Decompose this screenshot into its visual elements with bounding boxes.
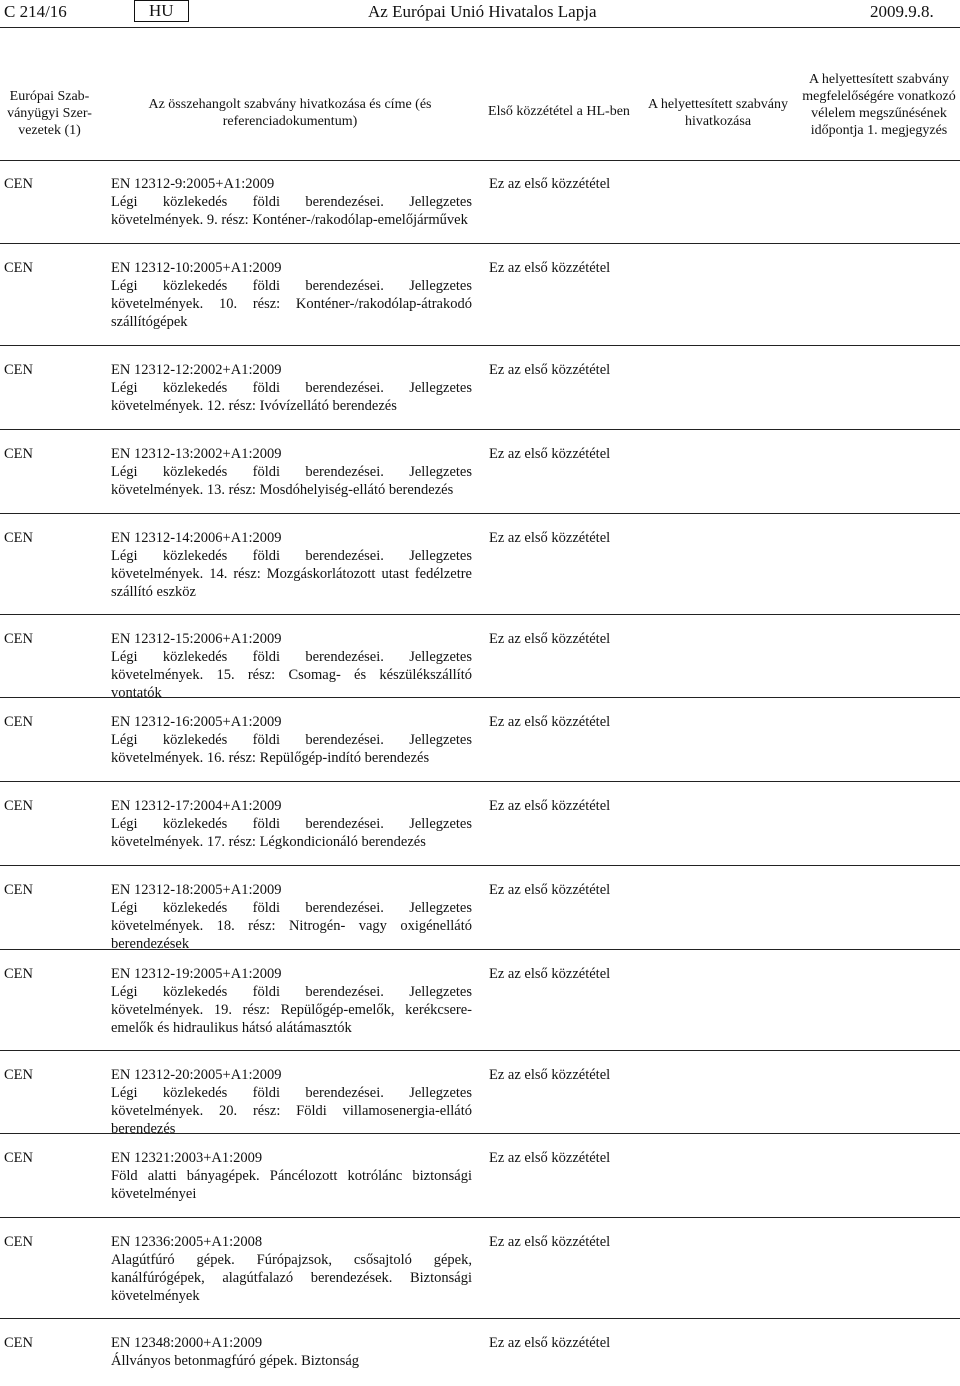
row-divider (0, 949, 960, 950)
reference-cell (111, 175, 472, 229)
reference-cell (111, 965, 472, 1037)
reference-cell (111, 1334, 472, 1370)
language-code: HU (134, 0, 189, 22)
first-publication-cell: Ez az első közzététel (489, 798, 611, 814)
standard-title: Légi közlekedés földi berendezései. Jellegzetes követelmények. 12. rész: Ivóvízellátó berendezés (111, 380, 472, 414)
org-cell: CEN (4, 1150, 33, 1166)
org-cell: CEN (4, 631, 33, 647)
reference-cell (111, 1066, 472, 1138)
col-head-superseded: A helyettesített szabvány hivatkozása (648, 97, 788, 129)
standard-code: EN 12312-9:2005+A1:2009 (111, 176, 275, 192)
reference-cell (111, 797, 472, 851)
first-publication-cell: Ez az első közzététel (489, 631, 611, 647)
standard-title: Légi közlekedés földi berendezései. Jellegzetes követelmények. 10. rész: Konténer-/rakodólap-átrakodó szállítógépek (111, 278, 472, 330)
table-header-rule (0, 160, 960, 161)
row-divider (0, 429, 960, 430)
col-head-first-pub: Első közzététel a HL-ben (488, 104, 630, 119)
org-cell: CEN (4, 1067, 33, 1083)
reference-cell (111, 529, 472, 601)
first-publication-cell: Ez az első közzététel (489, 966, 611, 982)
reference-cell (111, 259, 472, 331)
row-divider (0, 243, 960, 244)
reference-cell (111, 361, 472, 415)
standard-code: EN 12312-10:2005+A1:2009 (111, 260, 282, 276)
org-cell: CEN (4, 260, 33, 276)
row-divider (0, 781, 960, 782)
col-head-org: Európai Szab-ványügyi Szer-vezetek (1) (7, 89, 92, 138)
standard-title: Légi közlekedés földi berendezései. Jellegzetes követelmények. 16. rész: Repülőgép-indító berendezés (111, 732, 472, 766)
first-publication-cell: Ez az első közzététel (489, 176, 611, 192)
standard-code: EN 12312-16:2005+A1:2009 (111, 714, 282, 730)
reference-cell (111, 630, 472, 702)
first-publication-cell: Ez az első közzététel (489, 882, 611, 898)
org-cell: CEN (4, 362, 33, 378)
reference-cell (111, 1149, 472, 1203)
first-publication-cell: Ez az első közzététel (489, 1150, 611, 1166)
first-publication-cell: Ez az első közzététel (489, 260, 611, 276)
journal-title: Az Európai Unió Hivatalos Lapja (368, 2, 597, 21)
reference-cell (111, 445, 472, 499)
first-publication-cell: Ez az első közzététel (489, 1067, 611, 1083)
standard-title: Légi közlekedés földi berendezései. Jellegzetes követelmények. 15. rész: Csomag- és készülékszállító vontatók (111, 649, 472, 701)
standard-title: Légi közlekedés földi berendezései. Jellegzetes követelmények. 17. rész: Légkondicionáló berendezés (111, 816, 472, 850)
header-rule (0, 27, 960, 28)
standard-code: EN 12312-14:2006+A1:2009 (111, 530, 282, 546)
first-publication-cell: Ez az első közzététel (489, 1335, 611, 1351)
row-divider (0, 345, 960, 346)
row-divider (0, 1217, 960, 1218)
standard-code: EN 12348:2000+A1:2009 (111, 1335, 263, 1351)
standard-code: EN 12312-19:2005+A1:2009 (111, 966, 282, 982)
row-divider (0, 1318, 960, 1319)
row-divider (0, 1050, 960, 1051)
reference-cell (111, 881, 472, 953)
org-cell: CEN (4, 798, 33, 814)
standard-code: EN 12312-18:2005+A1:2009 (111, 882, 282, 898)
standard-title: Légi közlekedés földi berendezései. Jellegzetes követelmények. 14. rész: Mozgáskorlátozott utast fedélzetre szállító eszköz (111, 548, 472, 600)
org-cell: CEN (4, 966, 33, 982)
first-publication-cell: Ez az első közzététel (489, 530, 611, 546)
org-cell: CEN (4, 530, 33, 546)
standard-code: EN 12312-17:2004+A1:2009 (111, 798, 282, 814)
org-cell: CEN (4, 882, 33, 898)
first-publication-cell: Ez az első közzététel (489, 714, 611, 730)
col-head-cessation: A helyettesített szabvány megfelelőségére vonatkozó vélelem megszűnésének időpontja 1. megjegyzés (802, 72, 956, 138)
org-cell: CEN (4, 176, 33, 192)
standard-code: EN 12336:2005+A1:2008 (111, 1234, 263, 1250)
standard-code: EN 12312-13:2002+A1:2009 (111, 446, 282, 462)
row-divider (0, 513, 960, 514)
org-cell: CEN (4, 1234, 33, 1250)
org-cell: CEN (4, 714, 33, 730)
reference-cell (111, 713, 472, 767)
first-publication-cell: Ez az első közzététel (489, 446, 611, 462)
row-divider (0, 697, 960, 698)
standard-code: EN 12321:2003+A1:2009 (111, 1150, 263, 1166)
reference-cell (111, 1233, 472, 1305)
standard-title: Föld alatti bányagépek. Páncélozott kotrólánc biztonsági követelményei (111, 1168, 472, 1202)
org-cell: CEN (4, 1335, 33, 1351)
standard-code: EN 12312-12:2002+A1:2009 (111, 362, 282, 378)
standard-title: Légi közlekedés földi berendezései. Jellegzetes követelmények. 20. rész: Földi villamosenergia-ellátó berendezés (111, 1085, 472, 1137)
page-header (0, 0, 960, 26)
standard-title: Alagútfúró gépek. Fúrópajzsok, csősajtoló gépek, kanálfúrógépek, alagútfalazó berendezések. Biztonsági követelmények (111, 1252, 472, 1304)
col-head-ref: Az összehangolt szabvány hivatkozása és címe (és referenciadokumentum) (148, 97, 432, 129)
standard-title: Állványos betonmagfúró gépek. Biztonság (111, 1353, 360, 1369)
first-publication-cell: Ez az első közzététel (489, 362, 611, 378)
standard-title: Légi közlekedés földi berendezései. Jellegzetes követelmények. 13. rész: Mosdóhelyiség-ellátó berendezés (111, 464, 472, 498)
first-publication-cell: Ez az első közzététel (489, 1234, 611, 1250)
standard-title: Légi közlekedés földi berendezései. Jellegzetes követelmények. 19. rész: Repülőgép-emelők, kerékcsere-emelők és hidraulikus hátsó alátámasztók (111, 984, 472, 1036)
page-reference: C 214/16 (4, 2, 67, 21)
row-divider (0, 865, 960, 866)
row-divider (0, 1133, 960, 1134)
org-cell: CEN (4, 446, 33, 462)
standard-title: Légi közlekedés földi berendezései. Jellegzetes követelmények. 18. rész: Nitrogén- vagy oxigénellátó berendezések (111, 900, 472, 952)
issue-date: 2009.9.8. (870, 2, 934, 21)
standard-code: EN 12312-20:2005+A1:2009 (111, 1067, 282, 1083)
row-divider (0, 614, 960, 615)
standard-title: Légi közlekedés földi berendezései. Jellegzetes követelmények. 9. rész: Konténer-/rakodólap-emelőjárművek (111, 194, 472, 228)
standard-code: EN 12312-15:2006+A1:2009 (111, 631, 282, 647)
